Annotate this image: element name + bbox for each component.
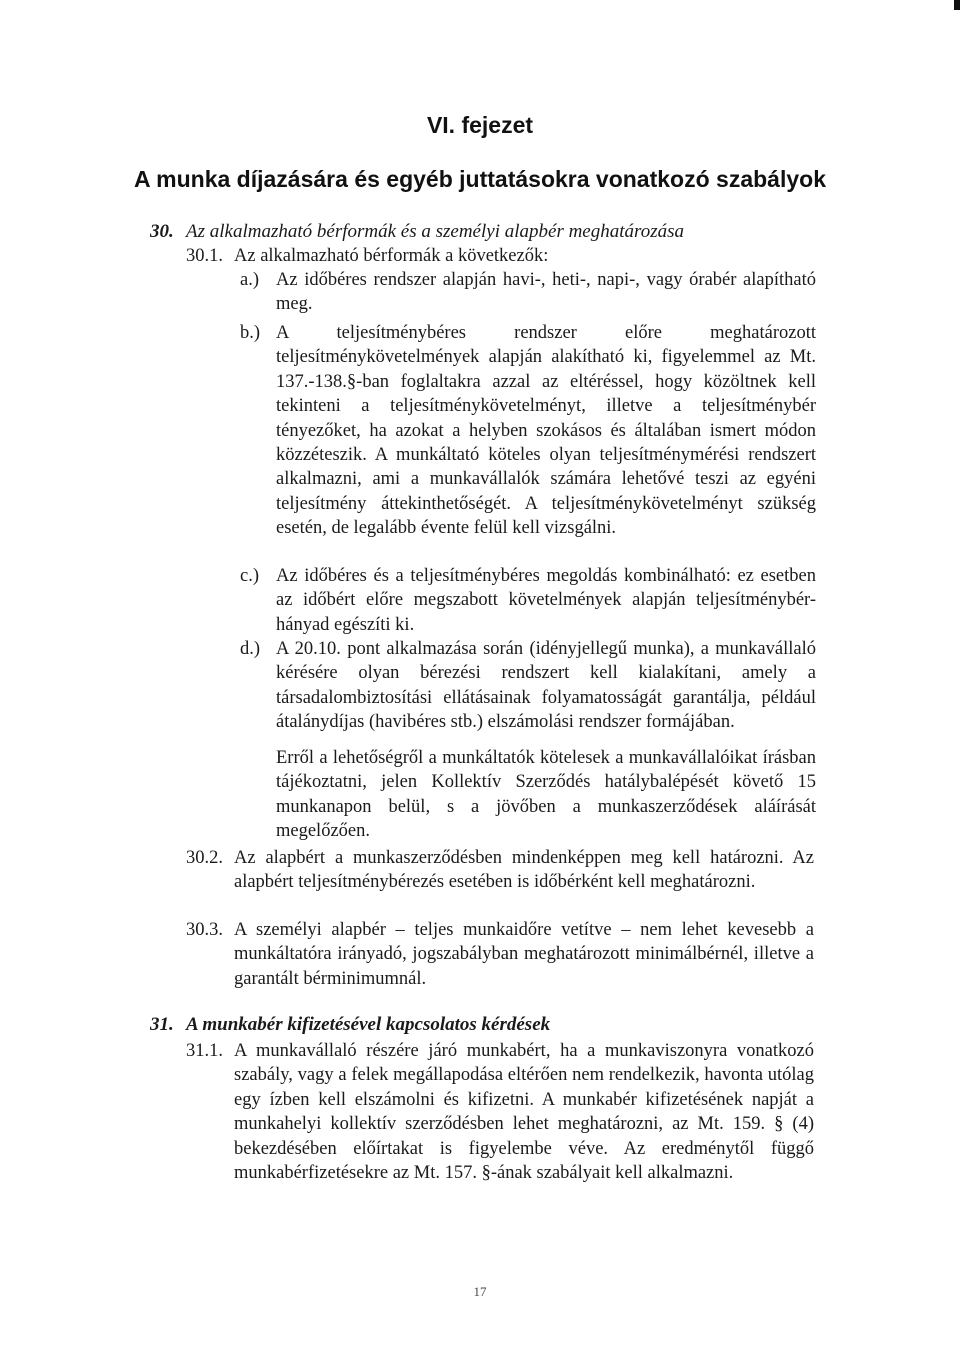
item-30-2-label: 30.2.	[186, 848, 223, 868]
section-30-title: Az alkalmazható bérformák és a személyi alapbér meghatározása	[186, 221, 684, 242]
scan-corner-mark	[954, 0, 960, 10]
item-c-label: c.)	[240, 566, 259, 586]
main-title: A munka díjazására és egyéb juttatásokra vonatkozó szabályok	[134, 166, 826, 192]
section-30-heading	[150, 220, 850, 244]
item-d-text: A 20.10. pont alkalmazása során (idényjellegű munka), a munkavállaló kérésére olyan bérezési rendszert kell kialakítani, amely a társadalombiztosítási ellátásainak folyamatosságát garantálja, például átalánydíjas (havibéres stb.) elszámolási rendszer formájában.	[276, 639, 816, 733]
item-c-text: Az időbéres és a teljesítménybéres megoldás kombinálható: ez esetben az időbért előre megszabott követelmények alapján teljesítménybér-hányad egészíti ki.	[276, 566, 816, 635]
item-a-text: Az időbéres rendszer alapján havi-, heti-, napi-, vagy órabér alapítható meg.	[276, 270, 816, 315]
item-d-text-continued: Erről a lehetőségről a munkáltatók kötelesek a munkavállalóikat írásban tájékoztatni, jelen Kollektív Szerződés hatálybalépését követő 15 munkanapon belül, s a jövőben a munkaszerződések aláírását megelőzően.	[276, 748, 816, 842]
item-a-label: a.)	[240, 270, 259, 290]
item-31-1-label: 31.1.	[186, 1041, 223, 1061]
page-number: 17	[473, 1284, 487, 1299]
item-b-text: A teljesítménybéres rendszer előre meghatározott teljesítménykövetelmények alapján alakítható ki, figyelemmel az Mt. 137.-138.§-ban foglaltakra azzal az eltéréssel, hogy közöltnek kell tekinteni a teljesítménykövetelményt, illetve a teljesítménybér tényezőket, ha azokat a helyben szokásos és általában ismert módon közzéteszik. A munkáltató köteles olyan teljesítménymérési rendszert alkalmazni, ami a munkavállalók számára lehetővé teszi az egyéni teljesítmény áttekinthetőségét. A teljesítménykövetelményt szükség esetén, de legalább évente felül kell vizsgálni.	[276, 323, 816, 539]
item-31-1-text: A munkavállaló részére járó munkabért, ha a munkaviszonyra vonatkozó szabály, vagy a felek megállapodása eltérően nem rendelkezik, havonta utólag egy ízben kell elszámolni és kifizetni. A munkabér kifizetésének napját a munkahelyi kollektív szerződésben lehet meghatározni, az Mt. 159. § (4) bekezdésében előírtakat is figyelembe véve. Az eredménytől függő munkabérfizetésekre az Mt. 157. §-ának szabályait kell alkalmazni.	[234, 1041, 814, 1184]
section-31-heading	[150, 1013, 850, 1037]
item-30-2-text: Az alapbért a munkaszerződésben mindenképpen meg kell határozni. Az alapbért teljesítménybérezés esetében is időbérként kell meghatározni.	[234, 848, 814, 893]
item-30-1-label: 30.1.	[186, 246, 223, 266]
item-30-1-text: Az alkalmazható bérformák a következők:	[234, 246, 549, 266]
section-30-number: 30.	[150, 221, 174, 242]
item-30-3-text: A személyi alapbér – teljes munkaidőre vetítve – nem lehet kevesebb a munkáltatóra irányadó, jogszabályban meghatározott minimálbérnél, illetve a garantált bérminimumnál.	[234, 920, 814, 989]
item-d-label: d.)	[240, 639, 261, 659]
item-b-label: b.)	[240, 323, 261, 343]
section-31-title: A munkabér kifizetésével kapcsolatos kérdések	[186, 1014, 551, 1035]
item-30-3-label: 30.3.	[186, 920, 223, 940]
chapter-heading: VI. fejezet	[426, 112, 534, 138]
section-31-number: 31.	[150, 1014, 174, 1035]
